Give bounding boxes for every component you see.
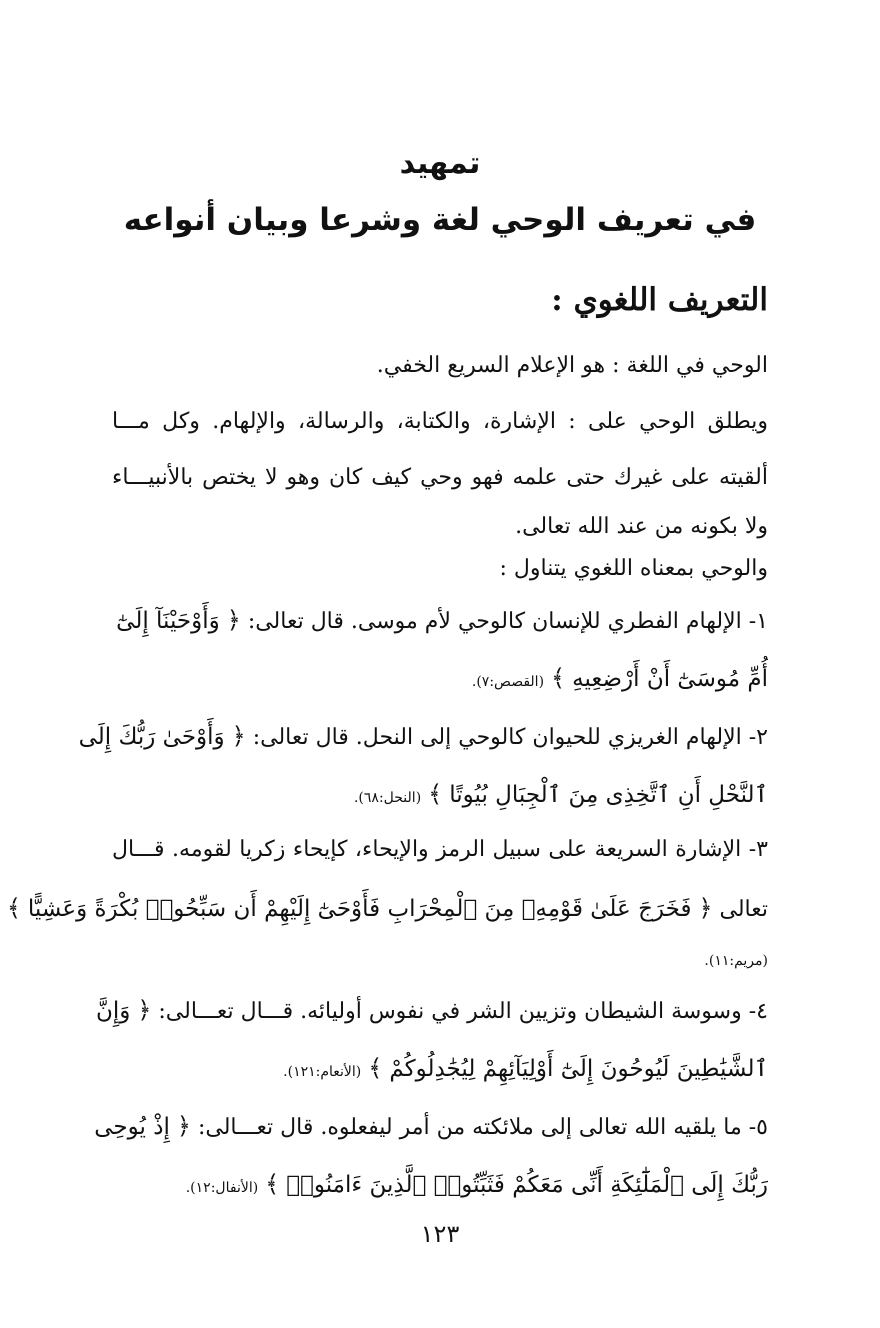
item-text: ٤- وسوسة الشيطان وتزيين الشر في نفوس أوليائه. قـــال تعـــالى: xyxy=(158,999,768,1024)
verse-reference: (النحل:٦٨). xyxy=(353,790,422,806)
list-item: ٣- الإشارة السريعة على سبيل الرمز والإيحاء، كإيحاء زكريا لقومه. قـــال xyxy=(112,837,768,862)
verse-reference: (مريم:١١). xyxy=(704,953,768,969)
verse-close-bracket: ﴾ xyxy=(6,894,21,922)
item-text: ١- الإلهام الفطري للإنسان كالوحي لأم موسى. قال تعالى: xyxy=(247,609,768,634)
quran-verse: وَإِنَّ xyxy=(95,998,131,1024)
item-text: ٢- الإلهام الغريزي للحيوان كالوحي إلى النحل. قال تعالى: xyxy=(252,725,768,750)
verse-open-bracket: ﴿ xyxy=(137,996,152,1024)
paragraph-line: ألقيته على غيرك حتى علمه فهو وحي كيف كان وهو لا يختص بالأنبيـــاء xyxy=(112,465,768,490)
item-text: ٥- ما يلقيه الله تعالى إلى ملائكته من أمر ليفعلوه. قال تعـــالى: xyxy=(197,1115,768,1140)
paragraph-line: ويطلق الوحي على : الإشارة، والكتابة، والرسالة، والإلهام. وكل مـــا xyxy=(112,409,768,434)
list-item xyxy=(112,590,768,650)
list-item-continuation xyxy=(6,878,768,938)
quran-verse: وَأَوْحَيْنَآ إِلَىٰٓ xyxy=(116,608,220,634)
verse-open-bracket: ﴿ xyxy=(226,606,241,634)
list-item-continuation xyxy=(112,1156,768,1212)
verse-close-bracket: ﴾ xyxy=(428,780,443,808)
paragraph-line: والوحي بمعناه اللغوي يتناول : xyxy=(499,556,768,581)
list-item-continuation xyxy=(112,650,768,706)
page-number: ١٢٣ xyxy=(420,1220,460,1248)
list-item xyxy=(94,1096,768,1156)
chapter-subtitle: في تعريف الوحي لغة وشرعا وبيان أنواعه xyxy=(123,202,757,238)
quran-verse: ٱلشَّيَٰطِينَ لَيُوحُونَ إِلَىٰٓ أَوْلِيَآئِهِمْ لِيُجَٰدِلُوكُمْ xyxy=(389,1056,768,1082)
verse-open-bracket: ﴿ xyxy=(176,1112,191,1140)
verse-reference: (القصص:٧). xyxy=(471,674,545,690)
list-item-continuation xyxy=(112,766,768,822)
list-item xyxy=(78,706,768,766)
quran-verse: إِذْ يُوحِى xyxy=(94,1114,170,1140)
body-text xyxy=(6,338,768,1212)
verse-open-bracket: ﴿ xyxy=(231,722,246,750)
verse-close-bracket: ﴾ xyxy=(265,1170,280,1198)
item-text: تعالى xyxy=(719,897,768,922)
list-item-continuation xyxy=(112,1040,768,1096)
paragraph-line: الوحي في اللغة : هو الإعلام السريع الخفي. xyxy=(376,353,768,378)
section-heading: التعريف اللغوي : xyxy=(551,282,768,318)
verse-reference: (الأنعام:١٢١). xyxy=(283,1064,362,1080)
chapter-title: تمهيد xyxy=(399,146,481,181)
list-item-continuation xyxy=(112,938,768,980)
quran-verse: فَخَرَجَ عَلَىٰ قَوْمِهِۦ مِنَ ٱلْمِحْرَابِ فَأَوْحَىٰٓ إِلَيْهِمْ أَن سَبِّحُوا۟ بُكْرَةً وَعَشِيًّا xyxy=(27,896,692,922)
quran-verse: رَبُّكَ إِلَى ٱلْمَلَٰٓئِكَةِ أَنِّى مَعَكُمْ فَثَبِّتُوا۟ ٱلَّذِينَ ءَامَنُوا۟ xyxy=(286,1172,768,1198)
quran-verse: أُمِّ مُوسَىٰٓ أَنْ أَرْضِعِيهِ xyxy=(572,666,768,692)
verse-close-bracket: ﴾ xyxy=(551,664,566,692)
verse-close-bracket: ﴾ xyxy=(368,1054,383,1082)
verse-open-bracket: ﴿ xyxy=(698,894,713,922)
list-item xyxy=(95,980,768,1040)
verse-reference: (الأنفال:١٢). xyxy=(185,1180,259,1196)
quran-verse: ٱلنَّحْلِ أَنِ ٱتَّخِذِى مِنَ ٱلْجِبَالِ بُيُوتًا xyxy=(449,782,768,808)
paragraph-line: ولا بكونه من عند الله تعالى. xyxy=(515,514,768,539)
quran-verse: وَأَوْحَىٰ رَبُّكَ إِلَى xyxy=(78,724,225,750)
